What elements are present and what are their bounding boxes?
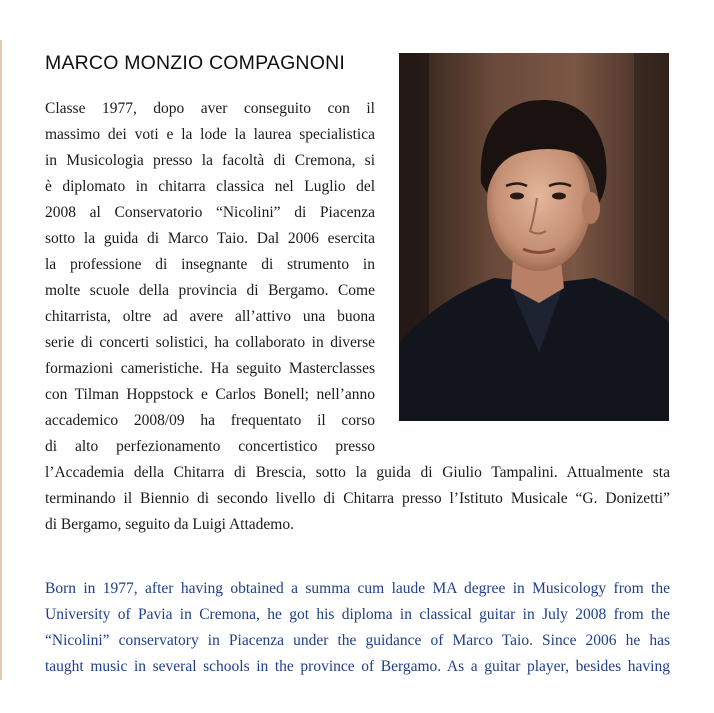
italian-text-line: con Tilman Hoppstock e Carlos Bonell; nell’anno [45, 386, 375, 403]
italian-text-line: chitarrista, oltre ad avere all’attivo una buona [45, 308, 375, 325]
portrait-photo [399, 53, 669, 421]
italian-text-line: Classe 1977, dopo aver conseguito con il [45, 100, 375, 117]
italian-text-line: massimo dei voti e la lode la laurea specialistica [45, 126, 375, 143]
english-text-line: “Nicolini” conservatory in Piacenza under the guidance of Marco Taio. Since 2006 he has [45, 632, 670, 649]
italian-text-line: terminando il Biennio di secondo livello di Chitarra presso l’Istituto Musicale “G. Donizetti” [45, 490, 670, 507]
english-text-line: University of Pavia in Cremona, he got his diploma in classical guitar in July 2008 from the [45, 606, 670, 623]
italian-text-line: sotto la guida di Marco Taio. Dal 2006 esercita [45, 230, 375, 247]
italian-text-line: è diplomato in chitarra classica nel Luglio del [45, 178, 375, 195]
page-edge-divider [0, 40, 2, 680]
italian-text-line: la professione di insegnante di strumento in [45, 256, 375, 273]
english-text-line: taught music in several schools in the province of Bergamo. As a guitar player, besides having [45, 658, 670, 675]
italian-text-line: in Musicologia presso la facoltà di Cremona, si [45, 152, 375, 169]
italian-text-line: serie di concerti solistici, ha collaborato in diverse [45, 334, 375, 351]
italian-text-line: l’Accademia della Chitarra di Brescia, sotto la guida di Giulio Tampalini. Attualmente sta [45, 464, 670, 481]
italian-text-line: formazioni cameristiche. Ha seguito Masterclasses [45, 360, 375, 377]
page-title: MARCO MONZIO COMPAGNONI [45, 52, 345, 74]
italian-text-line: molte scuole della provincia di Bergamo. Come [45, 282, 375, 299]
italian-text-line: di Bergamo, seguito da Luigi Attademo. [45, 516, 294, 533]
italian-text-line: 2008 al Conservatorio “Nicolini” di Piacenza [45, 204, 375, 221]
italian-text-line: di alto perfezionamento concertistico presso [45, 438, 375, 455]
english-text-line: Born in 1977, after having obtained a summa cum laude MA degree in Musicology from the [45, 580, 670, 597]
italian-text-line: accademico 2008/09 ha frequentato il corso [45, 412, 375, 429]
